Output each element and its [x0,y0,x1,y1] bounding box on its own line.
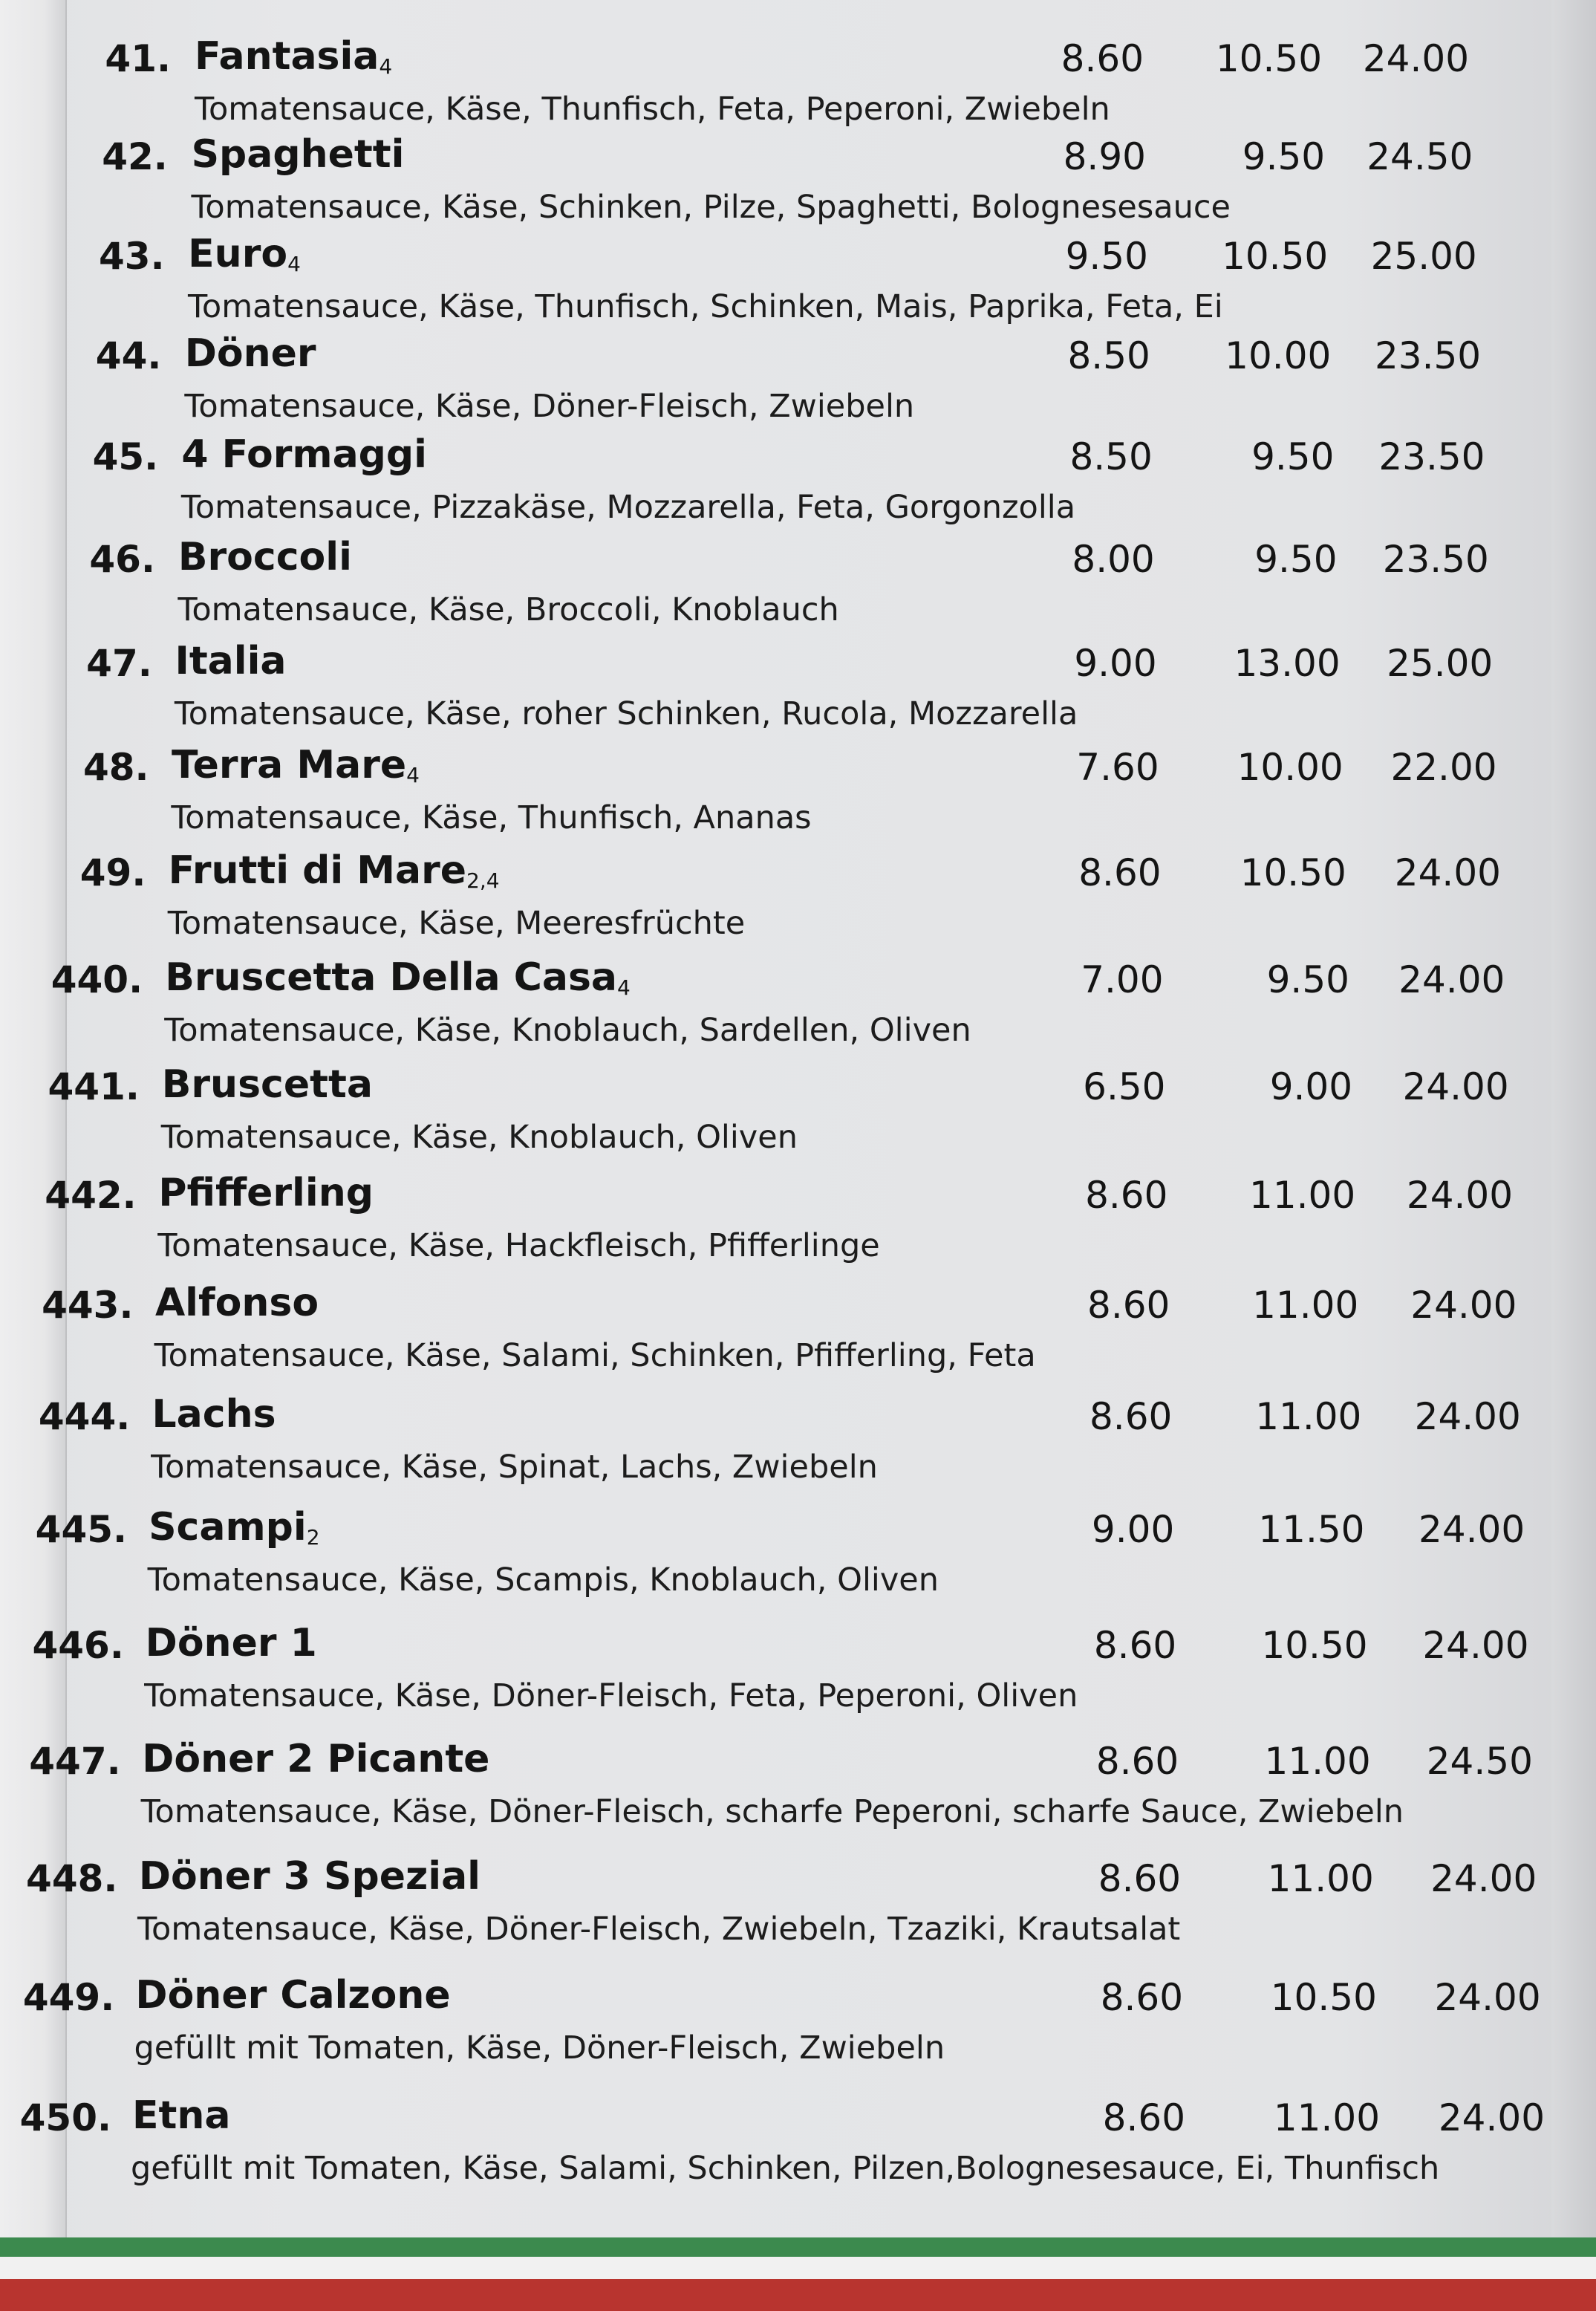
item-name: Terra Mare$_4$ [172,743,420,787]
item-description: Tomatensauce, Käse, Spinat, Lachs, Zwiebeln [151,1449,878,1486]
item-description: Tomatensauce, Käse, Döner-Fleisch, Zwiebeln [184,388,915,425]
menu-item [0,2089,1596,2193]
flag-stripe-green [0,2237,1596,2257]
menu-item [0,634,1596,738]
item-number: 42. [102,135,168,178]
item-description: Tomatensauce, Käse, Thunfisch, Ananas [171,799,812,836]
item-description: Tomatensauce, Käse, Döner-Fleisch, scharfe Peperoni, scharfe Sauce, Zwiebeln [140,1793,1404,1830]
item-number: 445. [35,1508,128,1551]
price-small: 8.60 [1095,1740,1179,1783]
item-description: Tomatensauce, Käse, Knoblauch, Oliven [160,1119,798,1156]
item-number: 448. [26,1857,118,1900]
price-large: 24.00 [1394,851,1501,894]
menu-item [0,428,1596,532]
item-number: 43. [99,235,165,278]
menu-item [0,844,1596,948]
price-medium: 11.00 [1249,1174,1356,1217]
item-name: Lachs [152,1392,276,1437]
item-name: Alfonso [154,1281,319,1325]
price-small: 8.60 [1098,1857,1182,1900]
price-large: 24.00 [1419,1508,1525,1551]
allergen-note: 4 [379,54,393,79]
price-medium: 13.00 [1234,642,1341,685]
menu-item [0,227,1596,331]
item-number: 447. [29,1740,121,1783]
item-name: 4 Formaggi [181,432,427,477]
item-number: 449. [22,1976,115,2019]
menu-item [0,530,1596,634]
price-large: 24.00 [1434,1976,1541,2019]
menu-item [0,1969,1596,2073]
menu-item [0,1850,1596,1954]
item-number: 49. [79,851,146,894]
item-name: Italia [175,639,287,683]
price-small: 7.60 [1076,746,1159,789]
item-number: 443. [42,1284,134,1327]
price-medium: 9.50 [1266,958,1349,1001]
price-small: 8.50 [1067,334,1150,377]
item-description: gefüllt mit Tomaten, Käse, Salami, Schinken, Pilzen,Bolognesesauce, Ei, Thunfisch [131,2150,1440,2187]
price-large: 23.50 [1378,435,1485,478]
item-name: Döner Calzone [135,1973,451,2018]
price-small: 8.60 [1085,1174,1168,1217]
item-description: gefüllt mit Tomaten, Käse, Döner-Fleisch, Zwiebeln [134,2029,945,2067]
price-small: 6.50 [1083,1065,1166,1108]
price-large: 25.00 [1387,642,1494,685]
price-large: 24.00 [1410,1284,1517,1327]
item-name: Fantasia$_4$ [195,34,393,79]
item-description: Tomatensauce, Käse, Döner-Fleisch, Zwiebeln, Tzaziki, Krautsalat [137,1911,1181,1948]
price-small: 8.60 [1102,2096,1185,2139]
menu-item [0,738,1596,842]
item-number: 47. [86,642,152,685]
price-medium: 10.50 [1261,1624,1368,1667]
item-number: 446. [32,1624,124,1667]
price-medium: 10.00 [1225,334,1332,377]
price-medium: 10.50 [1222,235,1329,278]
item-description: Tomatensauce, Käse, Thunfisch, Feta, Peperoni, Zwiebeln [195,91,1110,128]
price-medium: 11.00 [1273,2096,1380,2139]
item-name: Euro$_4$ [188,232,301,276]
menu-item [0,1166,1596,1270]
price-large: 24.00 [1362,37,1469,80]
item-description: Tomatensauce, Käse, roher Schinken, Rucola, Mozzarella [174,695,1078,732]
item-name: Döner 2 Picante [142,1737,490,1781]
item-number: 441. [48,1065,140,1108]
price-medium: 9.50 [1251,435,1335,478]
price-medium: 10.50 [1215,37,1322,80]
item-number: 442. [45,1174,137,1217]
item-description: Tomatensauce, Käse, Thunfisch, Schinken, Mais, Paprika, Feta, Ei [187,288,1223,325]
price-small: 8.00 [1072,538,1155,581]
menu-item [0,1732,1596,1836]
item-name: Bruscetta [161,1062,373,1107]
menu-item [0,30,1596,134]
price-medium: 10.50 [1270,1976,1377,2019]
price-large: 24.00 [1414,1395,1521,1438]
menu-item [0,1388,1596,1492]
price-medium: 11.00 [1255,1395,1362,1438]
item-name: Frutti di Mare$_{2,4}$ [168,848,500,893]
item-number: 440. [51,958,143,1001]
price-small: 8.60 [1089,1395,1173,1438]
price-large: 24.00 [1430,1857,1537,1900]
price-large: 24.00 [1422,1624,1529,1667]
item-description: Tomatensauce, Käse, Hackfleisch, Pfifferlinge [157,1227,880,1264]
price-large: 24.50 [1426,1740,1533,1783]
price-medium: 11.00 [1252,1284,1359,1327]
price-medium: 11.50 [1258,1508,1365,1551]
price-small: 8.60 [1093,1624,1177,1667]
price-large: 24.50 [1367,135,1473,178]
allergen-note: 4 [287,252,301,276]
price-small: 9.50 [1065,235,1148,278]
item-name: Döner 3 Spezial [138,1854,481,1899]
item-name: Etna [132,2093,231,2138]
price-medium: 10.50 [1240,851,1346,894]
price-medium: 9.50 [1254,538,1338,581]
item-description: Tomatensauce, Käse, Meeresfrüchte [167,905,746,942]
item-description: Tomatensauce, Käse, Salami, Schinken, Pfifferling, Feta [154,1337,1036,1374]
item-name: Scampi$_2$ [149,1505,320,1550]
price-small: 8.60 [1061,37,1144,80]
item-name: Broccoli [177,535,352,579]
price-large: 23.50 [1382,538,1489,581]
item-number: 48. [82,746,149,789]
price-large: 22.00 [1390,746,1497,789]
price-small: 8.90 [1063,135,1146,178]
price-large: 23.50 [1374,334,1482,377]
item-name: Pfifferling [158,1171,374,1215]
price-large: 24.00 [1398,958,1505,1001]
price-medium: 9.00 [1269,1065,1353,1108]
item-name: Döner [184,331,316,376]
allergen-note: 4 [406,763,420,787]
allergen-note: 2,4 [466,868,500,893]
item-number: 45. [92,435,159,478]
flag-stripe-white [0,2257,1596,2279]
menu-item [0,951,1596,1055]
item-name: Spaghetti [191,132,405,177]
item-name: Döner 1 [145,1621,317,1665]
menu-item [0,1276,1596,1380]
price-large: 24.00 [1438,2096,1545,2139]
price-small: 8.60 [1087,1284,1170,1327]
item-number: 450. [19,2096,111,2139]
price-large: 24.00 [1406,1174,1514,1217]
price-small: 7.00 [1081,958,1164,1001]
price-small: 8.60 [1100,1976,1184,2019]
menu-item [0,1058,1596,1162]
menu-item [0,128,1596,232]
price-medium: 11.00 [1264,1740,1371,1783]
item-description: Tomatensauce, Käse, Broccoli, Knoblauch [177,591,839,628]
price-large: 24.00 [1402,1065,1509,1108]
item-number: 44. [95,334,162,377]
item-name: Bruscetta Della Casa$_4$ [165,955,631,1000]
item-description: Tomatensauce, Pizzakäse, Mozzarella, Feta, Gorgonzolla [180,489,1076,526]
price-medium: 9.50 [1242,135,1326,178]
item-number: 46. [89,538,155,581]
allergen-note: 2 [306,1525,320,1550]
price-small: 9.00 [1074,642,1157,685]
price-large: 25.00 [1370,235,1477,278]
price-medium: 10.00 [1237,746,1343,789]
menu-item [0,1501,1596,1605]
item-description: Tomatensauce, Käse, Knoblauch, Sardellen, Oliven [164,1012,971,1049]
menu-item [0,1616,1596,1720]
price-small: 9.00 [1091,1508,1175,1551]
item-description: Tomatensauce, Käse, Scampis, Knoblauch, Oliven [147,1561,939,1599]
item-description: Tomatensauce, Käse, Schinken, Pilze, Spaghetti, Bolognesesauce [191,189,1231,226]
price-small: 8.50 [1069,435,1153,478]
flag-stripe-red [0,2279,1596,2311]
item-number: 41. [105,37,171,80]
allergen-note: 4 [617,975,631,1000]
menu-item [0,327,1596,431]
item-description: Tomatensauce, Käse, Döner-Fleisch, Feta, Peperoni, Oliven [144,1677,1078,1714]
item-number: 444. [38,1395,131,1438]
price-medium: 11.00 [1267,1857,1374,1900]
price-small: 8.60 [1078,851,1162,894]
